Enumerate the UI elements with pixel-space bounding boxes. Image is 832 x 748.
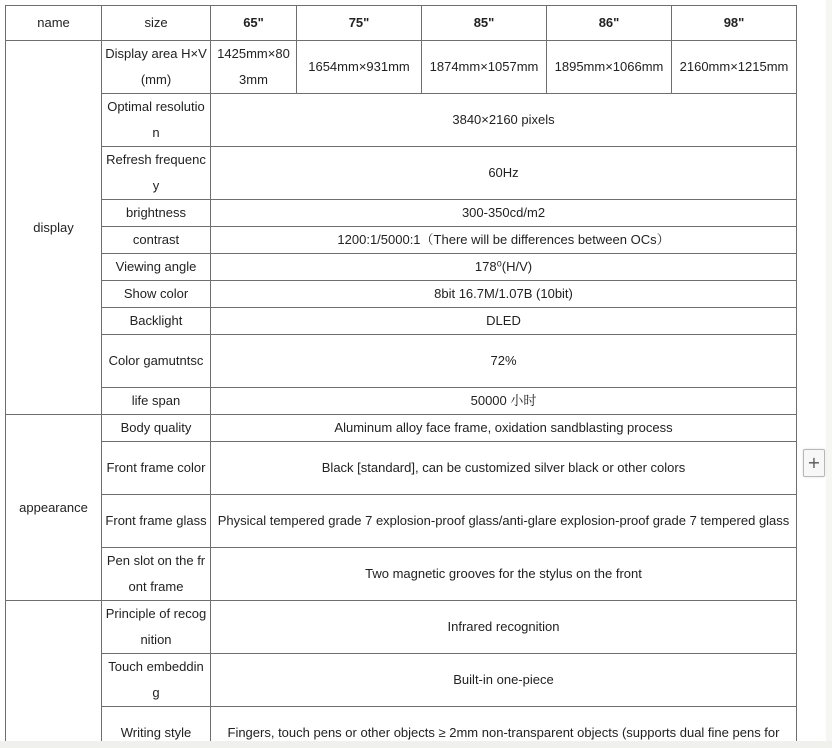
row-label: brightness — [102, 200, 211, 227]
table-row — [6, 200, 797, 227]
row-label: Touch embedding — [102, 654, 211, 707]
table-row — [6, 601, 797, 654]
row-label: Viewing angle — [102, 254, 211, 281]
row-label: Pen slot on the front frame — [102, 548, 211, 601]
row-value: Fingers, touch pens or other objects ≥ 2mm non-transparent objects (supports dual fine pens for — [211, 707, 797, 748]
table-row — [6, 388, 797, 415]
row-value: 178⁰(H/V) — [211, 254, 797, 281]
row-value: 1200:1/5000:1（There will be differences between OCs） — [211, 227, 797, 254]
row-value: Infrared recognition — [211, 601, 797, 654]
row-value: 300-350cd/m2 — [211, 200, 797, 227]
table-row — [6, 495, 797, 548]
row-label: contrast — [102, 227, 211, 254]
row-label: life span — [102, 388, 211, 415]
row-value: DLED — [211, 308, 797, 335]
row-label: Writing style — [102, 707, 211, 748]
row-label: Optimal resolution — [102, 94, 211, 147]
header-size-85: 85" — [422, 6, 547, 41]
header-row — [6, 6, 797, 41]
header-size-65: 65" — [211, 6, 297, 41]
row-value: Black [standard], can be customized silver black or other colors — [211, 442, 797, 495]
display-area-85: 1874mm×1057mm — [422, 41, 547, 94]
table-row — [6, 308, 797, 335]
group-appearance-label: appearance — [6, 415, 102, 601]
display-area-75: 1654mm×931mm — [297, 41, 422, 94]
row-label: Principle of recognition — [102, 601, 211, 654]
row-value: 3840×2160 pixels — [211, 94, 797, 147]
header-name: name — [6, 6, 102, 41]
row-value: Aluminum alloy face frame, oxidation sandblasting process — [211, 415, 797, 442]
table-row — [6, 41, 797, 94]
group-touch-label — [6, 601, 102, 748]
row-value: 8bit 16.7M/1.07B (10bit) — [211, 281, 797, 308]
table-row — [6, 227, 797, 254]
row-value: 60Hz — [211, 147, 797, 200]
table-row — [6, 147, 797, 200]
spec-table — [5, 5, 797, 748]
row-label: Show color — [102, 281, 211, 308]
row-label: Color gamutntsc — [102, 335, 211, 388]
display-area-86: 1895mm×1066mm — [547, 41, 672, 94]
right-gutter — [826, 0, 832, 748]
row-label: Body quality — [102, 415, 211, 442]
table-row — [6, 335, 797, 388]
row-value: Two magnetic grooves for the stylus on the front — [211, 548, 797, 601]
table-row — [6, 548, 797, 601]
header-size-75: 75" — [297, 6, 422, 41]
row-label: Backlight — [102, 308, 211, 335]
table-row — [6, 94, 797, 147]
header-size-98: 98" — [672, 6, 797, 41]
footer-strip — [0, 741, 832, 748]
display-area-98: 2160mm×1215mm — [672, 41, 797, 94]
header-size-86: 86" — [547, 6, 672, 41]
header-size: size — [102, 6, 211, 41]
row-label: Refresh frequency — [102, 147, 211, 200]
group-display-label: display — [6, 41, 102, 415]
table-row — [6, 415, 797, 442]
add-row-button[interactable]: + — [803, 449, 825, 477]
row-label: Front frame color — [102, 442, 211, 495]
row-value: Built-in one-piece — [211, 654, 797, 707]
row-value: 72% — [211, 335, 797, 388]
table-row — [6, 254, 797, 281]
row-value: Physical tempered grade 7 explosion-proof glass/anti-glare explosion-proof grade 7 tempered glass — [211, 495, 797, 548]
table-row — [6, 442, 797, 495]
table-row — [6, 654, 797, 707]
display-area-65: 1425mm×803mm — [211, 41, 297, 94]
row-label: Front frame glass — [102, 495, 211, 548]
table-row — [6, 281, 797, 308]
row-label-display-area: Display area H×V(mm) — [102, 41, 211, 94]
row-value: 50000 小时 — [211, 388, 797, 415]
